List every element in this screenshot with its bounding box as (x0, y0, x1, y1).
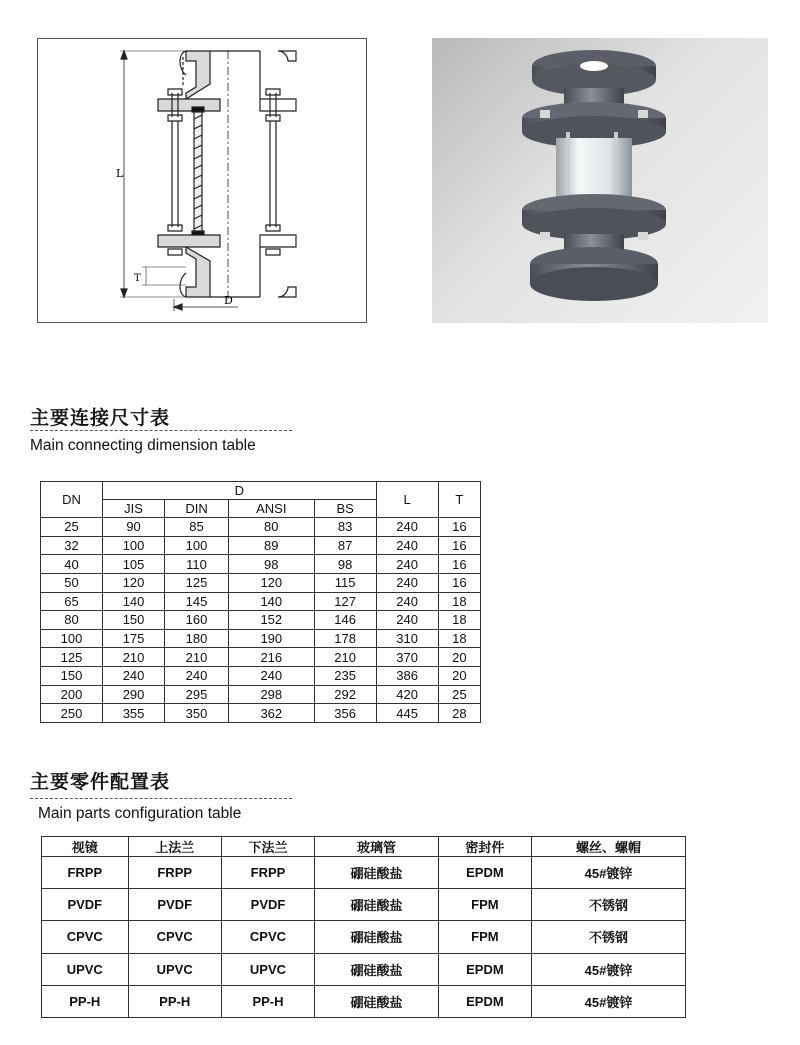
table-cell: 445 (376, 704, 438, 723)
table-cell: 125 (165, 573, 229, 592)
table-cell: 120 (228, 573, 314, 592)
table-cell: 硼硅酸盐 (315, 985, 439, 1017)
table-cell: 89 (228, 536, 314, 555)
table-cell: 32 (41, 536, 103, 555)
table-cell: FRPP (42, 857, 129, 889)
table-cell: 83 (314, 518, 376, 537)
table-row (41, 518, 481, 537)
table-cell: CPVC (42, 921, 129, 953)
table-cell: 45#镀锌 (532, 953, 686, 985)
table-cell: 硼硅酸盐 (315, 889, 439, 921)
header-bs: BS (314, 500, 376, 518)
table-cell: 240 (376, 592, 438, 611)
table-cell: 100 (41, 629, 103, 648)
table-cell: 160 (165, 611, 229, 630)
dimension-table-title-cn: 主要连接尺寸表 (30, 407, 171, 429)
table-cell: 190 (228, 629, 314, 648)
table-cell: 200 (41, 685, 103, 704)
table-cell: 216 (228, 648, 314, 667)
table-cell: 50 (41, 573, 103, 592)
dimension-label-D: D (224, 294, 233, 307)
parts-header-cell: 螺丝、螺帽 (532, 837, 686, 857)
dimension-table (40, 481, 481, 723)
table-cell: FRPP (128, 857, 221, 889)
table-cell: 18 (438, 592, 480, 611)
table-cell: 240 (376, 555, 438, 574)
table-row (42, 953, 686, 985)
table-row (41, 573, 481, 592)
table-cell: 16 (438, 518, 480, 537)
table-cell: 16 (438, 573, 480, 592)
dimension-table-body (41, 518, 481, 723)
table-cell: 386 (376, 667, 438, 686)
header-t: T (438, 482, 480, 518)
header-ansi: ANSI (228, 500, 314, 518)
table-cell: 25 (438, 685, 480, 704)
parts-header-cell: 上法兰 (128, 837, 221, 857)
table-cell: FPM (438, 889, 531, 921)
parts-header-cell: 视镜 (42, 837, 129, 857)
table-cell: 350 (165, 704, 229, 723)
product-photo (432, 38, 768, 323)
section-divider (30, 798, 292, 799)
table-cell: PP-H (128, 985, 221, 1017)
dimension-label-T: T (134, 273, 141, 284)
header-d: D (103, 482, 377, 500)
table-cell: 235 (314, 667, 376, 686)
dimension-table-title-en: Main connecting dimension table (30, 437, 256, 454)
table-cell: 45#镀锌 (532, 857, 686, 889)
table-cell: 125 (41, 648, 103, 667)
table-cell: 240 (376, 573, 438, 592)
table-cell: 355 (103, 704, 165, 723)
parts-header-cell: 玻璃管 (315, 837, 439, 857)
table-cell: EPDM (438, 857, 531, 889)
table-cell: FPM (438, 921, 531, 953)
table-cell: 98 (314, 555, 376, 574)
parts-table-body (42, 857, 686, 1018)
table-cell: CPVC (128, 921, 221, 953)
header-l: L (376, 482, 438, 518)
table-cell: 98 (228, 555, 314, 574)
parts-header-cell: 下法兰 (221, 837, 314, 857)
table-cell: 178 (314, 629, 376, 648)
table-cell: 100 (103, 536, 165, 555)
table-cell: 110 (165, 555, 229, 574)
parts-table-title-cn: 主要零件配置表 (30, 771, 171, 793)
table-cell: FRPP (221, 857, 314, 889)
table-cell: 240 (376, 536, 438, 555)
table-cell: 硼硅酸盐 (315, 953, 439, 985)
table-row (42, 857, 686, 889)
table-cell: 240 (103, 667, 165, 686)
table-cell: 240 (376, 518, 438, 537)
table-cell: 240 (376, 611, 438, 630)
table-cell: UPVC (42, 953, 129, 985)
table-cell: 100 (165, 536, 229, 555)
table-cell: 16 (438, 555, 480, 574)
table-cell: 不锈钢 (532, 889, 686, 921)
table-cell: PVDF (221, 889, 314, 921)
table-cell: 105 (103, 555, 165, 574)
table-cell: 20 (438, 648, 480, 667)
table-cell: 240 (228, 667, 314, 686)
table-cell: 210 (165, 648, 229, 667)
table-cell: 115 (314, 573, 376, 592)
table-cell: 16 (438, 536, 480, 555)
table-cell: 152 (228, 611, 314, 630)
table-cell: 210 (103, 648, 165, 667)
table-row (41, 536, 481, 555)
table-cell: 145 (165, 592, 229, 611)
table-row (41, 629, 481, 648)
table-cell: 90 (103, 518, 165, 537)
table-cell: 87 (314, 536, 376, 555)
table-row (41, 592, 481, 611)
table-cell: 240 (165, 667, 229, 686)
table-cell: 210 (314, 648, 376, 667)
table-cell: 140 (103, 592, 165, 611)
table-cell: 356 (314, 704, 376, 723)
table-row (41, 555, 481, 574)
table-cell: 295 (165, 685, 229, 704)
table-cell: PVDF (42, 889, 129, 921)
sight-glass-illustration (432, 38, 768, 323)
table-cell: EPDM (438, 953, 531, 985)
table-cell: 硼硅酸盐 (315, 921, 439, 953)
table-cell: CPVC (221, 921, 314, 953)
table-cell: 140 (228, 592, 314, 611)
header-dn: DN (41, 482, 103, 518)
table-row (41, 667, 481, 686)
table-cell: 120 (103, 573, 165, 592)
technical-drawing (37, 38, 367, 323)
table-cell: UPVC (128, 953, 221, 985)
table-cell: 290 (103, 685, 165, 704)
table-row (41, 611, 481, 630)
table-cell: 150 (41, 667, 103, 686)
table-row (41, 648, 481, 667)
table-cell: 180 (165, 629, 229, 648)
table-cell: 146 (314, 611, 376, 630)
table-cell: 150 (103, 611, 165, 630)
table-cell: PP-H (42, 985, 129, 1017)
table-cell: 362 (228, 704, 314, 723)
table-cell: 310 (376, 629, 438, 648)
parts-header-cell: 密封件 (438, 837, 531, 857)
table-cell: 65 (41, 592, 103, 611)
table-cell: 不锈钢 (532, 921, 686, 953)
table-cell: 18 (438, 611, 480, 630)
table-cell: 127 (314, 592, 376, 611)
table-header-row (41, 482, 481, 500)
table-row (41, 685, 481, 704)
dimension-label-L: L (116, 167, 124, 180)
table-row (41, 704, 481, 723)
parts-configuration-table (41, 836, 686, 1018)
table-cell: 28 (438, 704, 480, 723)
table-row (42, 889, 686, 921)
table-cell: 20 (438, 667, 480, 686)
table-cell: 25 (41, 518, 103, 537)
table-row (42, 985, 686, 1017)
table-cell: 292 (314, 685, 376, 704)
table-cell: EPDM (438, 985, 531, 1017)
table-header-row (42, 837, 686, 857)
sight-glass-section-drawing (38, 39, 368, 324)
table-cell: 80 (228, 518, 314, 537)
header-jis: JIS (103, 500, 165, 518)
table-cell: PP-H (221, 985, 314, 1017)
table-cell: UPVC (221, 953, 314, 985)
table-cell: 175 (103, 629, 165, 648)
header-din: DIN (165, 500, 229, 518)
table-cell: 80 (41, 611, 103, 630)
table-cell: 420 (376, 685, 438, 704)
table-row (42, 921, 686, 953)
table-cell: 250 (41, 704, 103, 723)
table-cell: 370 (376, 648, 438, 667)
table-cell: 硼硅酸盐 (315, 857, 439, 889)
table-cell: 40 (41, 555, 103, 574)
parts-table-title-en: Main parts configuration table (38, 805, 242, 822)
table-cell: 45#镀锌 (532, 985, 686, 1017)
table-cell: PVDF (128, 889, 221, 921)
table-cell: 298 (228, 685, 314, 704)
table-cell: 85 (165, 518, 229, 537)
table-cell: 18 (438, 629, 480, 648)
section-divider (30, 430, 292, 431)
